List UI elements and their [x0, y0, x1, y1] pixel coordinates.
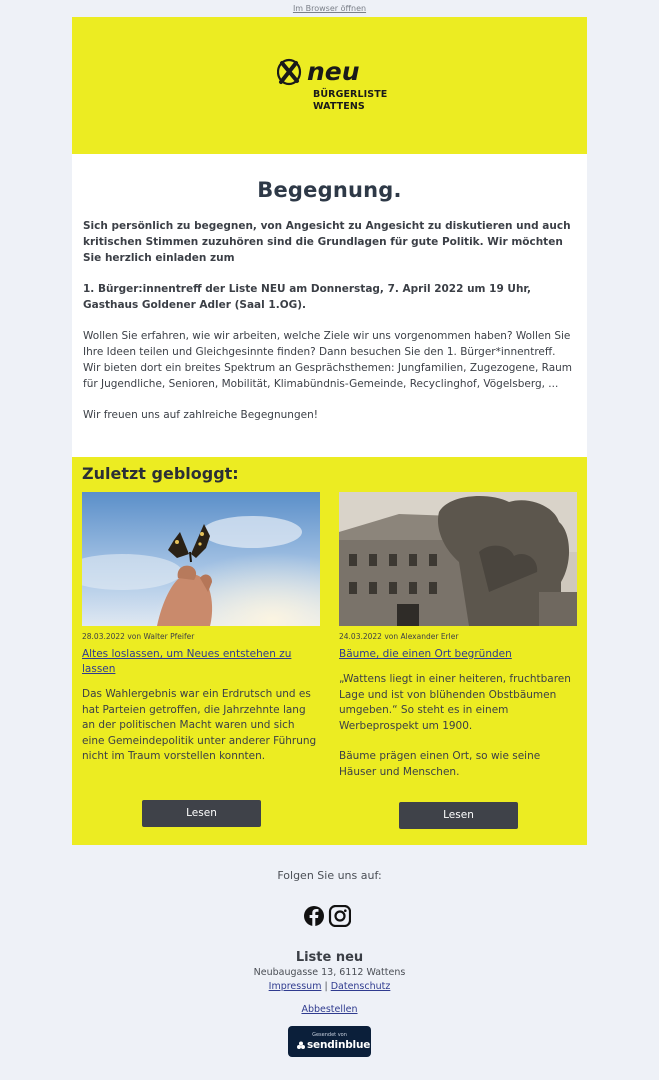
unsubscribe-row: [0, 1004, 659, 1015]
organization-name: Liste neu: [295, 950, 364, 965]
read-more-button-2[interactable]: Lesen: [399, 802, 518, 829]
event-line-1: 1. Bürger:innentreff der Liste NEU am Donnerstag, 7. April 2022 um 19 Uhr,: [83, 283, 532, 295]
intro-heading: Begegnung.: [257, 178, 402, 202]
social-links: [303, 905, 351, 927]
badge-brand: sendinblue: [307, 1039, 371, 1051]
browser-link-bar: [0, 4, 659, 13]
intro-section: [72, 154, 587, 457]
open-in-browser-link[interactable]: Im Browser öffnen: [292, 4, 367, 13]
logo-mark-icon: [277, 57, 387, 87]
blog-post-2: [339, 492, 577, 780]
post-excerpt: „Wattens liegt in einer heiteren, fruchtbaren Lage und ist von blühenden Obstbäumen umgeben.“ So steht es in einem Werbeprospekt um 1900.: [339, 673, 571, 732]
impressum-link[interactable]: Impressum: [268, 981, 322, 992]
post-meta: 24.03.2022 von Alexander Erler: [339, 632, 459, 641]
logo-word: neu: [307, 57, 360, 86]
follow-label: Folgen Sie uns auf:: [277, 869, 382, 882]
facebook-icon[interactable]: [304, 906, 324, 926]
blog-post-1: [82, 492, 320, 765]
header-banner: [72, 17, 587, 154]
read-more-button-1[interactable]: Lesen: [142, 800, 261, 827]
logo-line-2: WATTENS: [313, 101, 365, 112]
logo: [277, 57, 387, 133]
post-meta: 28.03.2022 von Walter Pfeifer: [82, 632, 195, 641]
badge-caption: Gesendet von: [312, 1032, 347, 1038]
sendinblue-badge[interactable]: [288, 1026, 371, 1057]
instagram-icon[interactable]: [330, 906, 350, 926]
post-title-link[interactable]: Bäume, die einen Ort begründen: [339, 648, 512, 660]
blog-section: [72, 457, 587, 845]
post-excerpt-2: Bäume prägen einen Ort, so wie seine Häuser und Menschen.: [339, 750, 541, 778]
historic-building-image[interactable]: [339, 492, 577, 626]
event-details: [83, 281, 576, 313]
post-excerpt: Das Wahlergebnis war ein Erdrutsch und es hat Parteien getroffen, die Jahrzehnte lang an der politischen Macht waren und sich eine Gemeindepolitik unter anderer Führung nicht im Traum vorstellen konnten.: [82, 688, 317, 762]
body-paragraph: Wollen Sie erfahren, wie wir arbeiten, welche Ziele wir uns vorgenommen haben? Wollen Sie Ihre Ideen teilen und Gleichgesinnte finden? Dann besuchen Sie den 1. Bürger*innentreff. Wir bieten dort ein breites Spektrum an Gesprächsthemen: Jungfamilien, Zugezogene, Raum für Jugendliche, Senioren, Mobilität, Klimabündnis-Gemeinde, Recyclinghof, Vögelsberg, ...: [83, 330, 573, 390]
intro-paragraph: Sich persönlich zu begegnen, von Angesicht zu Angesicht zu diskutieren und auch kritischen Stimmen zuzuhören sind die Grundlagen für gute Politik. Wir möchten Sie herzlich einladen zum: [83, 220, 571, 264]
butterfly-image[interactable]: [82, 492, 320, 626]
organization-address: Neubaugasse 13, 6112 Wattens: [253, 967, 406, 978]
event-line-2: Gasthaus Goldener Adler (Saal 1.OG).: [83, 299, 307, 311]
sendinblue-logo-icon: [297, 1041, 305, 1050]
link-separator: |: [321, 981, 331, 992]
post-title-link[interactable]: Altes loslassen, um Neues entstehen zu lassen: [82, 648, 292, 675]
logo-line-1: BÜRGERLISTE: [313, 89, 388, 100]
datenschutz-link[interactable]: Datenschutz: [330, 981, 391, 992]
blog-heading: Zuletzt gebloggt:: [82, 464, 239, 483]
unsubscribe-link[interactable]: Abbestellen: [301, 1004, 358, 1015]
closing-paragraph: Wir freuen uns auf zahlreiche Begegnungen!: [83, 409, 318, 421]
logo-subtitle: [313, 89, 387, 113]
legal-links: [0, 981, 659, 992]
